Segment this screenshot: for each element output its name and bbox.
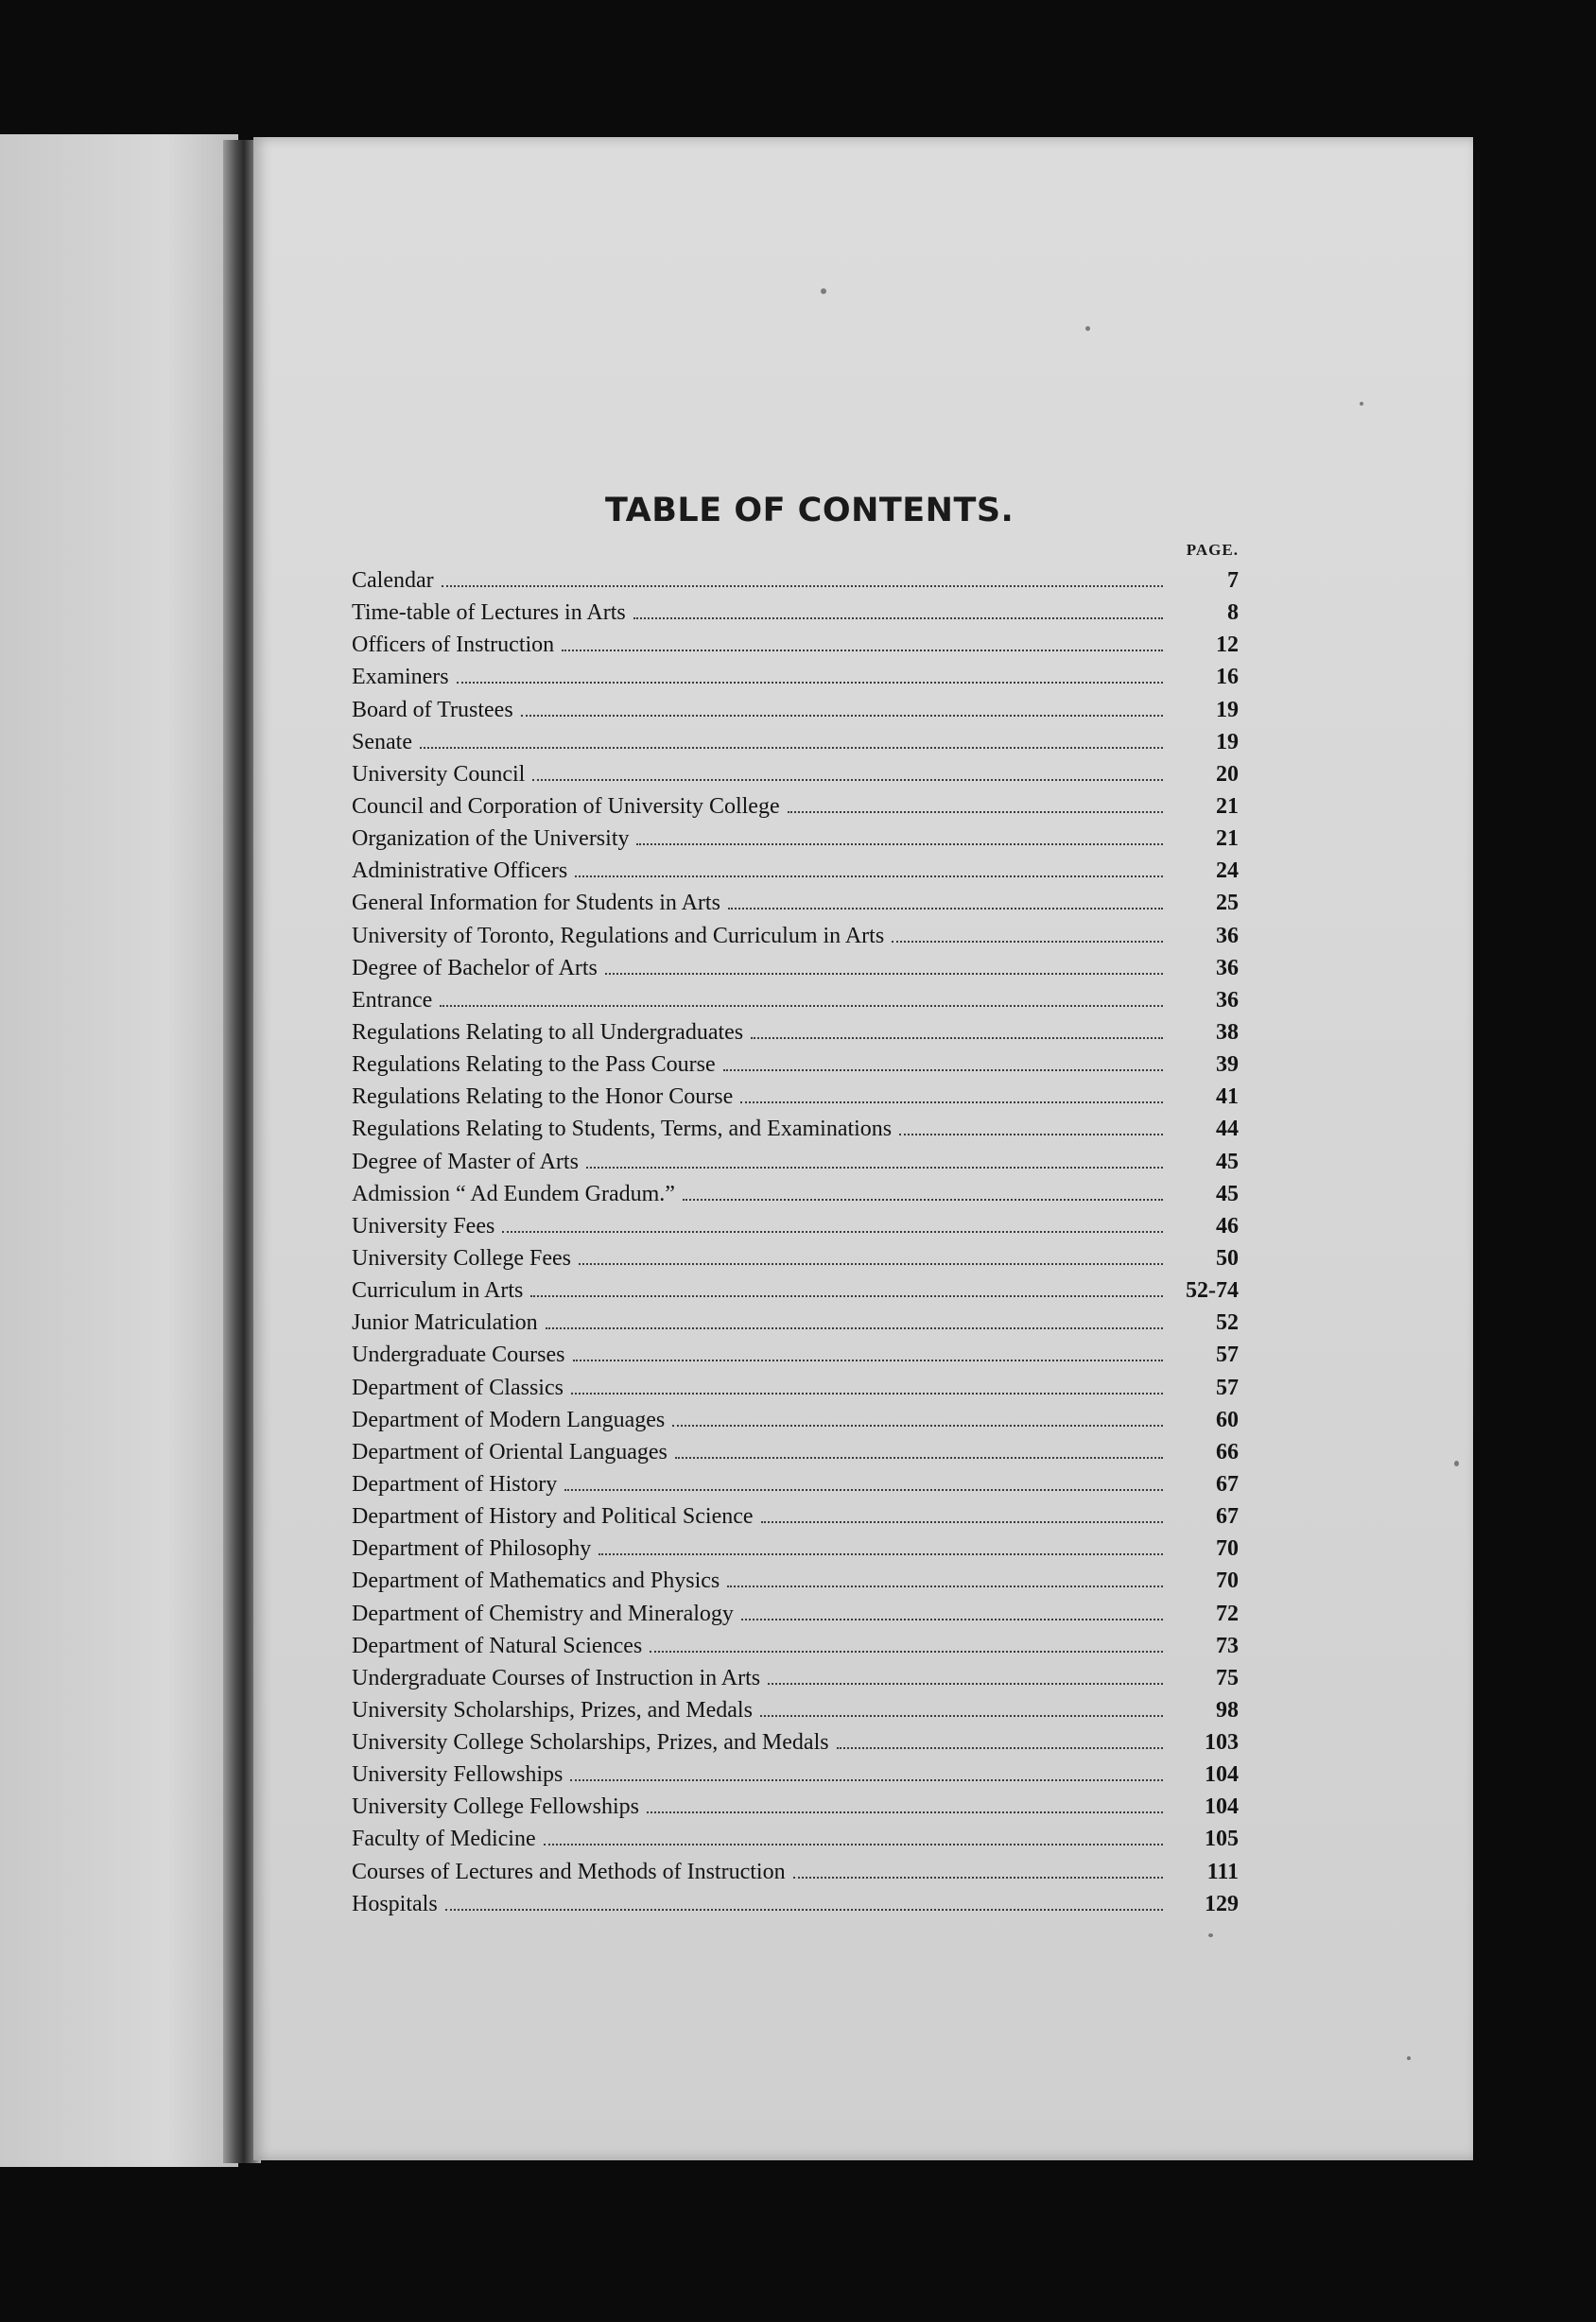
toc-entry: [352, 1278, 1239, 1310]
toc-entry: [352, 1504, 1239, 1536]
toc-entry-page: 104: [1205, 1762, 1239, 1788]
toc-entry-page: 36: [1216, 955, 1239, 980]
dot-leader: [760, 1715, 1163, 1717]
toc-entry: [352, 826, 1239, 858]
toc-entry-page: 60: [1216, 1407, 1239, 1432]
scan-speck: [1085, 326, 1090, 331]
toc-entry-title: Faculty of Medicine: [352, 1827, 536, 1852]
scan-speck: [1454, 1461, 1459, 1466]
toc-entry: [352, 1182, 1239, 1214]
toc-entry-page: 73: [1216, 1633, 1239, 1658]
toc-entry-page: 57: [1216, 1375, 1239, 1400]
toc-entry-page: 21: [1216, 793, 1239, 819]
dot-leader: [530, 1295, 1163, 1297]
dot-leader: [598, 1553, 1163, 1555]
toc-entry-page: 8: [1227, 600, 1239, 626]
toc-entry-page: 111: [1206, 1859, 1239, 1884]
toc-entry: [352, 1052, 1239, 1084]
toc-entry-title: University of Toronto, Regulations and Curriculum in Arts: [352, 923, 885, 948]
dot-leader: [636, 843, 1163, 845]
toc-entry-page: 39: [1216, 1052, 1239, 1078]
toc-entry-title: Department of Natural Sciences: [352, 1633, 643, 1658]
toc-entry-page: 46: [1216, 1213, 1239, 1239]
dot-leader: [502, 1231, 1163, 1233]
dot-leader: [793, 1877, 1163, 1879]
toc-entry: [352, 1343, 1239, 1375]
dot-leader: [562, 650, 1163, 651]
dot-leader: [788, 811, 1163, 813]
toc-entry: [352, 1150, 1239, 1182]
toc-entry-title: Senate: [352, 729, 412, 754]
toc-entry-page: 66: [1216, 1439, 1239, 1464]
toc-entry-title: Degree of Master of Arts: [352, 1149, 579, 1174]
toc-entry-title: Department of Mathematics and Physics: [352, 1568, 720, 1594]
toc-entry-page: 98: [1216, 1697, 1239, 1723]
toc-entry-title: Time-table of Lectures in Arts: [352, 600, 626, 626]
dot-leader: [761, 1521, 1163, 1523]
toc-entry: [352, 1666, 1239, 1698]
scan-speck: [1407, 2056, 1411, 2060]
scan-speck: [821, 288, 826, 294]
toc-entry-title: University College Fees: [352, 1245, 571, 1271]
toc-entry-page: 70: [1216, 1568, 1239, 1594]
table-of-contents: [352, 568, 1239, 1924]
scan-speck: [1360, 402, 1363, 406]
toc-entry-title: Hospitals: [352, 1891, 438, 1916]
dot-leader: [546, 1327, 1163, 1329]
page-column-heading: PAGE.: [1186, 541, 1239, 559]
toc-entry-title: University College Fellowships: [352, 1794, 639, 1820]
toc-entry-page: 75: [1216, 1665, 1239, 1690]
toc-entry: [352, 1698, 1239, 1730]
toc-entry-title: Regulations Relating to the Honor Course: [352, 1084, 734, 1110]
dot-leader: [672, 1425, 1163, 1427]
page-title: TABLE OF CONTENTS.: [605, 492, 1015, 529]
dot-leader: [573, 1360, 1164, 1361]
dot-leader: [892, 941, 1163, 943]
toc-entry-title: Department of History: [352, 1471, 558, 1497]
toc-entry: [352, 568, 1239, 600]
toc-entry-page: 25: [1216, 891, 1239, 916]
toc-entry: [352, 1794, 1239, 1827]
dot-leader: [899, 1134, 1163, 1135]
toc-entry-page: 7: [1227, 568, 1239, 593]
toc-entry-page: 12: [1216, 632, 1239, 658]
toc-entry-title: Board of Trustees: [352, 697, 513, 722]
toc-entry: [352, 1568, 1239, 1601]
toc-entry: [352, 1892, 1239, 1924]
toc-entry-page: 36: [1216, 987, 1239, 1013]
toc-entry-page: 104: [1205, 1794, 1239, 1820]
toc-entry-title: University College Scholarships, Prizes, and Medals: [352, 1730, 829, 1756]
toc-entry-title: Department of History and Political Science: [352, 1504, 754, 1530]
dot-leader: [675, 1457, 1163, 1459]
toc-entry: [352, 1536, 1239, 1568]
toc-entry: [352, 1440, 1239, 1472]
toc-entry-title: Curriculum in Arts: [352, 1278, 524, 1304]
toc-entry-page: 45: [1216, 1181, 1239, 1206]
toc-entry: [352, 1246, 1239, 1278]
dot-leader: [647, 1811, 1163, 1813]
toc-entry: [352, 698, 1239, 730]
dot-leader: [532, 779, 1163, 781]
toc-entry: [352, 730, 1239, 762]
toc-entry-title: Regulations Relating to all Undergraduates: [352, 1019, 744, 1045]
dot-leader: [683, 1199, 1163, 1201]
facing-page: [0, 134, 238, 2167]
toc-entry: [352, 632, 1239, 665]
toc-entry: [352, 1730, 1239, 1762]
toc-entry: [352, 1860, 1239, 1892]
toc-entry-page: 57: [1216, 1343, 1239, 1368]
toc-entry-page: 36: [1216, 923, 1239, 948]
dot-leader: [579, 1263, 1163, 1265]
toc-entry-title: Calendar: [352, 568, 434, 593]
toc-entry-title: University Fees: [352, 1213, 495, 1239]
toc-entry: [352, 858, 1239, 891]
dot-leader: [650, 1651, 1163, 1653]
toc-entry-page: 52-74: [1186, 1278, 1239, 1304]
toc-entry: [352, 1214, 1239, 1246]
toc-entry: [352, 1117, 1239, 1149]
toc-entry-title: University Council: [352, 761, 526, 787]
toc-entry-title: Organization of the University: [352, 826, 630, 852]
toc-entry-page: 45: [1216, 1149, 1239, 1174]
toc-entry-page: 72: [1216, 1601, 1239, 1626]
dot-leader: [440, 1005, 1163, 1007]
toc-entry-title: Department of Oriental Languages: [352, 1439, 668, 1464]
toc-entry: [352, 1602, 1239, 1634]
toc-entry-page: 21: [1216, 826, 1239, 852]
toc-entry-title: Officers of Instruction: [352, 632, 555, 658]
toc-entry-title: Degree of Bachelor of Arts: [352, 955, 598, 980]
dot-leader: [445, 1909, 1163, 1911]
toc-entry-title: Council and Corporation of University College: [352, 793, 780, 819]
toc-entry: [352, 1472, 1239, 1504]
toc-entry-page: 41: [1216, 1084, 1239, 1110]
toc-entry-page: 67: [1216, 1471, 1239, 1497]
toc-entry-title: Department of Classics: [352, 1375, 564, 1400]
scan-speck: [1208, 1933, 1213, 1937]
toc-entry-page: 105: [1205, 1827, 1239, 1852]
toc-entry-page: 67: [1216, 1504, 1239, 1530]
toc-entry: [352, 1310, 1239, 1343]
toc-entry-title: Undergraduate Courses: [352, 1343, 565, 1368]
toc-entry: [352, 1376, 1239, 1408]
dot-leader: [420, 747, 1163, 749]
toc-entry: [352, 600, 1239, 632]
toc-entry-page: 24: [1216, 858, 1239, 884]
dot-leader: [570, 1779, 1163, 1781]
toc-entry-page: 70: [1216, 1536, 1239, 1562]
toc-entry-page: 103: [1205, 1730, 1239, 1756]
dot-leader: [605, 973, 1163, 975]
toc-entry-title: Administrative Officers: [352, 858, 568, 884]
dot-leader: [768, 1683, 1163, 1685]
toc-entry-page: 19: [1216, 697, 1239, 722]
toc-entry-title: Courses of Lectures and Methods of Instruction: [352, 1859, 786, 1884]
toc-entry: [352, 1762, 1239, 1794]
toc-entry-page: 38: [1216, 1019, 1239, 1045]
dot-leader: [741, 1619, 1163, 1620]
toc-entry: [352, 1084, 1239, 1117]
toc-entry-title: University Scholarships, Prizes, and Medals: [352, 1697, 753, 1723]
dot-leader: [571, 1393, 1163, 1395]
dot-leader: [728, 908, 1163, 910]
dot-leader: [751, 1037, 1163, 1039]
toc-entry-page: 16: [1216, 665, 1239, 690]
toc-entry-title: Regulations Relating to Students, Terms, and Examinations: [352, 1117, 893, 1142]
toc-entry: [352, 1634, 1239, 1666]
toc-entry: [352, 1020, 1239, 1052]
toc-entry-title: Admission “ Ad Eundem Gradum.”: [352, 1181, 675, 1206]
toc-entry-title: Regulations Relating to the Pass Course: [352, 1052, 716, 1078]
toc-entry: [352, 665, 1239, 697]
toc-entry: [352, 1827, 1239, 1859]
toc-entry: [352, 794, 1239, 826]
toc-entry-title: Examiners: [352, 665, 449, 690]
toc-entry-page: 20: [1216, 761, 1239, 787]
toc-entry-title: Department of Philosophy: [352, 1536, 592, 1562]
dot-leader: [740, 1101, 1163, 1103]
dot-leader: [837, 1747, 1163, 1749]
toc-entry-page: 44: [1216, 1117, 1239, 1142]
toc-entry: [352, 956, 1239, 988]
dot-leader: [586, 1167, 1163, 1169]
toc-entry-page: 129: [1205, 1891, 1239, 1916]
dot-leader: [521, 715, 1163, 717]
dot-leader: [727, 1586, 1163, 1587]
toc-entry-title: Undergraduate Courses of Instruction in Arts: [352, 1665, 761, 1690]
toc-entry: [352, 988, 1239, 1020]
dot-leader: [633, 617, 1163, 619]
dot-leader: [564, 1489, 1163, 1491]
toc-entry: [352, 891, 1239, 923]
dot-leader: [723, 1069, 1163, 1071]
toc-entry-title: University Fellowships: [352, 1762, 564, 1788]
toc-entry-page: 19: [1216, 729, 1239, 754]
toc-entry-title: Department of Modern Languages: [352, 1407, 666, 1432]
toc-entry: [352, 1408, 1239, 1440]
toc-entry: [352, 762, 1239, 794]
toc-entry-page: 50: [1216, 1245, 1239, 1271]
toc-entry-title: Entrance: [352, 987, 433, 1013]
dot-leader: [575, 875, 1163, 877]
toc-entry-title: Junior Matriculation: [352, 1310, 538, 1336]
toc-entry-title: General Information for Students in Arts: [352, 891, 720, 916]
toc-entry-title: Department of Chemistry and Mineralogy: [352, 1601, 734, 1626]
toc-entry-page: 52: [1216, 1310, 1239, 1336]
dot-leader: [544, 1844, 1163, 1845]
toc-entry: [352, 924, 1239, 956]
dot-leader: [442, 585, 1163, 587]
dot-leader: [457, 682, 1163, 684]
